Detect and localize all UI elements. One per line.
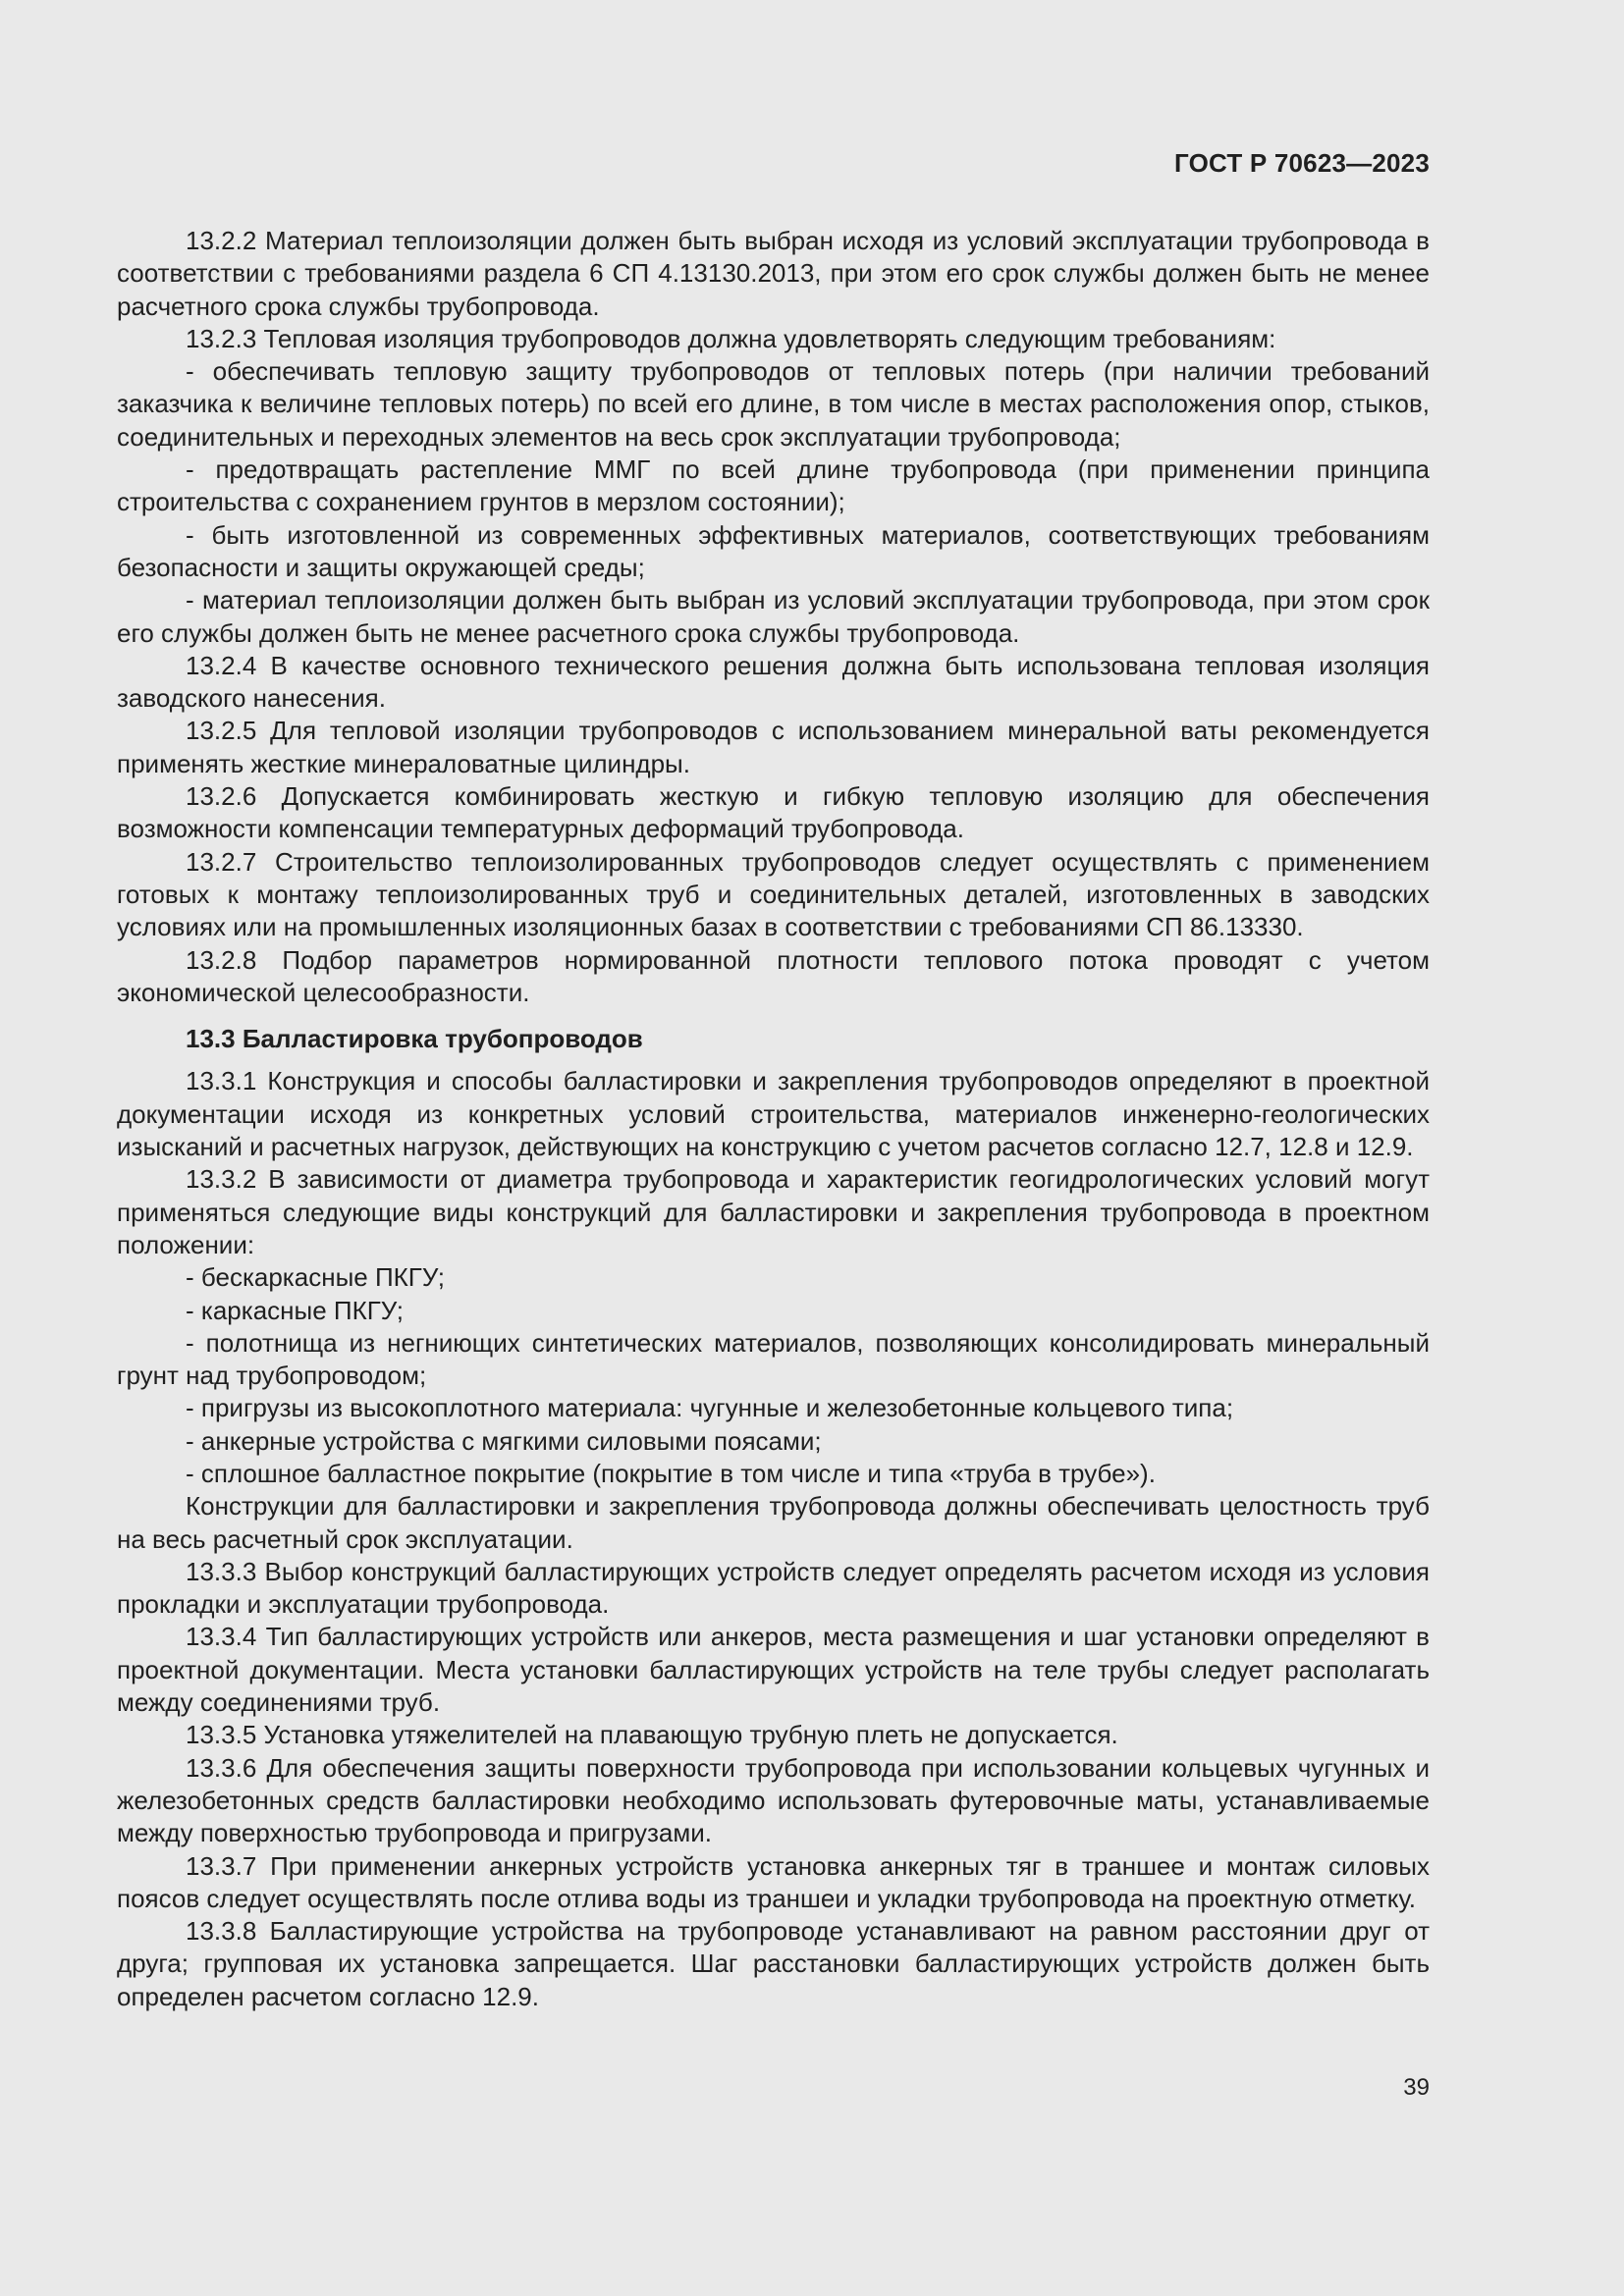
paragraph-13-2-4: 13.2.4 В качестве основного технического решения должна быть использована тепловая изоляция заводского нанесения. xyxy=(117,650,1430,714)
paragraph-13-3-7: 13.3.7 При применении анкерных устройств установка анкерных тяг в траншее и монтаж силовых поясов следует осуществлять после отлива воды из траншеи и укладки трубопровода на проектную отметку. xyxy=(117,1850,1430,1913)
paragraph-13-2-3: 13.2.3 Тепловая изоляция трубопроводов должна удовлетворять следующим требованиям: xyxy=(186,323,1276,353)
paragraph-13-3-1: 13.3.1 Конструкция и способы балластировки и закрепления трубопроводов определяют в проектной документации исходя из конкретных условий строительства, материалов инженерно-геологических изысканий и расчетных нагрузок, действующих на конструкцию с учетом расчетов согласно 12.7, 12.8 и 12.9. xyxy=(117,1066,1430,1162)
paragraph-13-3-2: 13.3.2 В зависимости от диаметра трубопровода и характеристик геогидрологических условий могут применяться следующие виды конструкций для балластировки и закрепления трубопровода в проектном положении: xyxy=(117,1164,1430,1259)
list-item: - материал теплоизоляции должен быть выбран из условий эксплуатации трубопровода, при этом срок его службы должен быть не менее расчетного срока службы трубопровода. xyxy=(117,585,1430,648)
list-item: - полотнища из негниющих синтетических материалов, позволяющих консолидировать минеральный грунт над трубопроводом; xyxy=(117,1327,1430,1391)
list-item: - каркасные ПКГУ; xyxy=(186,1295,404,1325)
list-item: - анкерные устройства с мягкими силовыми поясами; xyxy=(186,1425,822,1456)
paragraph-13-2-7: 13.2.7 Строительство теплоизолированных трубопроводов следует осуществлять с применением готовых к монтажу теплоизолированных труб и соединительных деталей, изготовленных в заводских условиях или на промышленных изоляционных базах в соответствии с требованиями СП 86.13330. xyxy=(117,846,1430,942)
paragraph-13-2-5: 13.2.5 Для тепловой изоляции трубопроводов с использованием минеральной ваты рекомендуется применять жесткие минераловатные цилиндры. xyxy=(117,716,1430,778)
paragraph-13-3-8: 13.3.8 Балластирующие устройства на трубопроводе устанавливают на равном расстоянии друг от друга; групповая их установка запрещается. Шаг расстановки балластирующих устройств должен быть определен расчетом согласно 12.9. xyxy=(117,1916,1430,2011)
paragraph-constructions: Конструкции для балластировки и закрепления трубопровода должны обеспечивать целостность труб на весь расчетный срок эксплуатации. xyxy=(117,1491,1430,1554)
paragraph-13-3-5: 13.3.5 Установка утяжелителей на плавающую трубную плеть не допускается. xyxy=(186,1720,1118,1750)
document-header: ГОСТ Р 70623—2023 xyxy=(1174,148,1430,178)
list-item: - предотвращать растепление ММГ по всей длине трубопровода (при применении принципа строительства с сохранением грунтов в мерзлом состоянии); xyxy=(117,454,1430,517)
page-content xyxy=(117,225,1430,2013)
section-13-2-paragraphs xyxy=(117,225,1430,1009)
paragraph-13-3-3: 13.3.3 Выбор конструкций балластирующих устройств следует определять расчетом исходя из условия прокладки и эксплуатации трубопровода. xyxy=(117,1556,1430,1620)
section-13-3-paragraphs xyxy=(117,1065,1430,2013)
section-heading-13-3: 13.3 Балластировка трубопроводов xyxy=(186,1024,643,1054)
paragraph-13-3-4: 13.3.4 Тип балластирующих устройств или анкеров, места размещения и шаг установки определяют в проектной документации. Места установки балластирующих устройств на теле трубы следует располагать между соединениями труб. xyxy=(117,1622,1430,1718)
list-item: - бескаркасные ПКГУ; xyxy=(186,1262,446,1293)
paragraph-13-2-6: 13.2.6 Допускается комбинировать жесткую и гибкую тепловую изоляцию для обеспечения возможности компенсации температурных деформаций трубопровода. xyxy=(117,781,1430,844)
paragraph-13-2-2: 13.2.2 Материал теплоизоляции должен быть выбран исходя из условий эксплуатации трубопровода в соответствии с требованиями раздела 6 СП 4.13130.2013, при этом его срок службы должен быть не менее расчетного срока службы трубопровода. xyxy=(117,226,1430,321)
paragraph-13-2-8: 13.2.8 Подбор параметров нормированной плотности теплового потока проводят с учетом экономической целесообразности. xyxy=(117,944,1430,1007)
list-item: - сплошное балластное покрытие (покрытие в том числе и типа «труба в трубе»). xyxy=(186,1458,1156,1488)
list-item: - быть изготовленной из современных эффективных материалов, соответствующих требованиям безопасности и защиты окружающей среды; xyxy=(117,519,1430,582)
page-number: 39 xyxy=(1403,2074,1430,2101)
paragraph-13-3-6: 13.3.6 Для обеспечения защиты поверхности трубопровода при использовании кольцевых чугунных и железобетонных средств балластировки необходимо использовать футеровочные маты, устанавливаемые между поверхностью трубопровода и пригрузами. xyxy=(117,1752,1430,1848)
list-item: - обеспечивать тепловую защиту трубопроводов от тепловых потерь (при наличии требований заказчика к величине тепловых потерь) по всей его длине, в том числе в местах расположения опор, стыков, соединительных и переходных элементов на весь срок эксплуатации трубопровода; xyxy=(117,356,1430,452)
list-item: - пригрузы из высокоплотного материала: чугунные и железобетонные кольцевого типа; xyxy=(186,1393,1234,1423)
